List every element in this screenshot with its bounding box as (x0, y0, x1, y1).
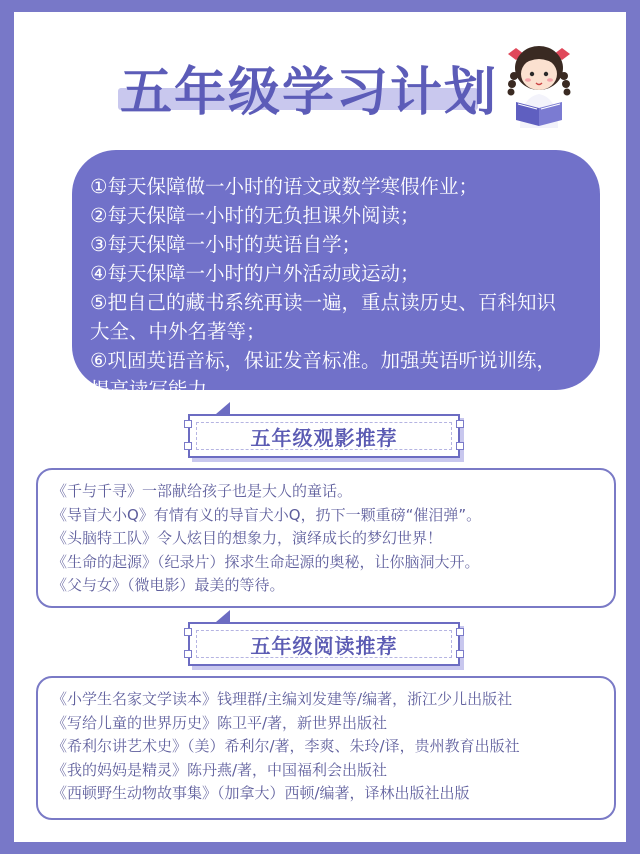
list-item: 《我的妈妈是精灵》陈丹燕/著，中国福利会出版社 (52, 760, 388, 779)
plan-item: ②每天保障一小时的无负担课外阅读； (90, 204, 420, 227)
list-item: 《千与千寻》一部献给孩子也是大人的童话。 (52, 482, 353, 500)
list-item: 《头脑特工队》令人炫目的想象力，演绎成长的梦幻世界！ (52, 529, 443, 547)
plan-item: ①每天保障做一小时的语文或数学寒假作业； (90, 175, 478, 198)
plan-item: 大全、中外名著等； (90, 320, 266, 343)
plan-item: ③每天保障一小时的英语自学； (90, 233, 361, 256)
list-item: 《父与女》（微电影）最美的等待。 (52, 576, 285, 594)
movies-heading-frame (188, 408, 460, 458)
reading-list (36, 676, 616, 820)
reading-heading-frame (188, 616, 460, 666)
movies-list (36, 468, 616, 608)
plan-item: ⑤把自己的藏书系统再读一遍，重点读历史、百科知识 (90, 291, 556, 314)
title-area (102, 40, 512, 130)
speech-tail-icon (216, 610, 230, 622)
page-title: 五年级学习计划 (120, 63, 499, 123)
list-item: 《西顿野生动物故事集》（加拿大）西顿/编著，译林出版社出版 (52, 784, 470, 802)
list-item: 《写给儿童的世界历史》陈卫平/著，新世界出版社 (52, 713, 388, 732)
study-plan-box (72, 150, 600, 401)
list-item: 《生命的起源》（纪录片）探求生命起源的奥秘，让你脑洞大开。 (52, 552, 480, 571)
movies-heading: 五年级观影推荐 (250, 426, 398, 450)
plan-item: ⑥巩固英语音标，保证发音标准。加强英语听说训练， (90, 349, 556, 372)
girl-reading-icon (502, 32, 576, 128)
plan-item: ④每天保障一小时的户外活动或运动； (90, 262, 420, 285)
list-item: 《希利尔讲艺术史》（美）希利尔/著，李爽、朱玲/译，贵州教育出版社 (52, 737, 520, 755)
plan-item: 提高读写能力。 (90, 378, 227, 401)
list-item: 《导盲犬小Q》有情有义的导盲犬小Q，扔下一颗重磅“催泪弹”。 (52, 505, 482, 524)
speech-tail-icon (216, 402, 230, 414)
reading-heading: 五年级阅读推荐 (250, 634, 398, 658)
list-item: 《小学生名家文学读本》钱理群/主编刘发建等/编著，浙江少儿出版社 (52, 690, 513, 708)
page-card (14, 12, 626, 842)
